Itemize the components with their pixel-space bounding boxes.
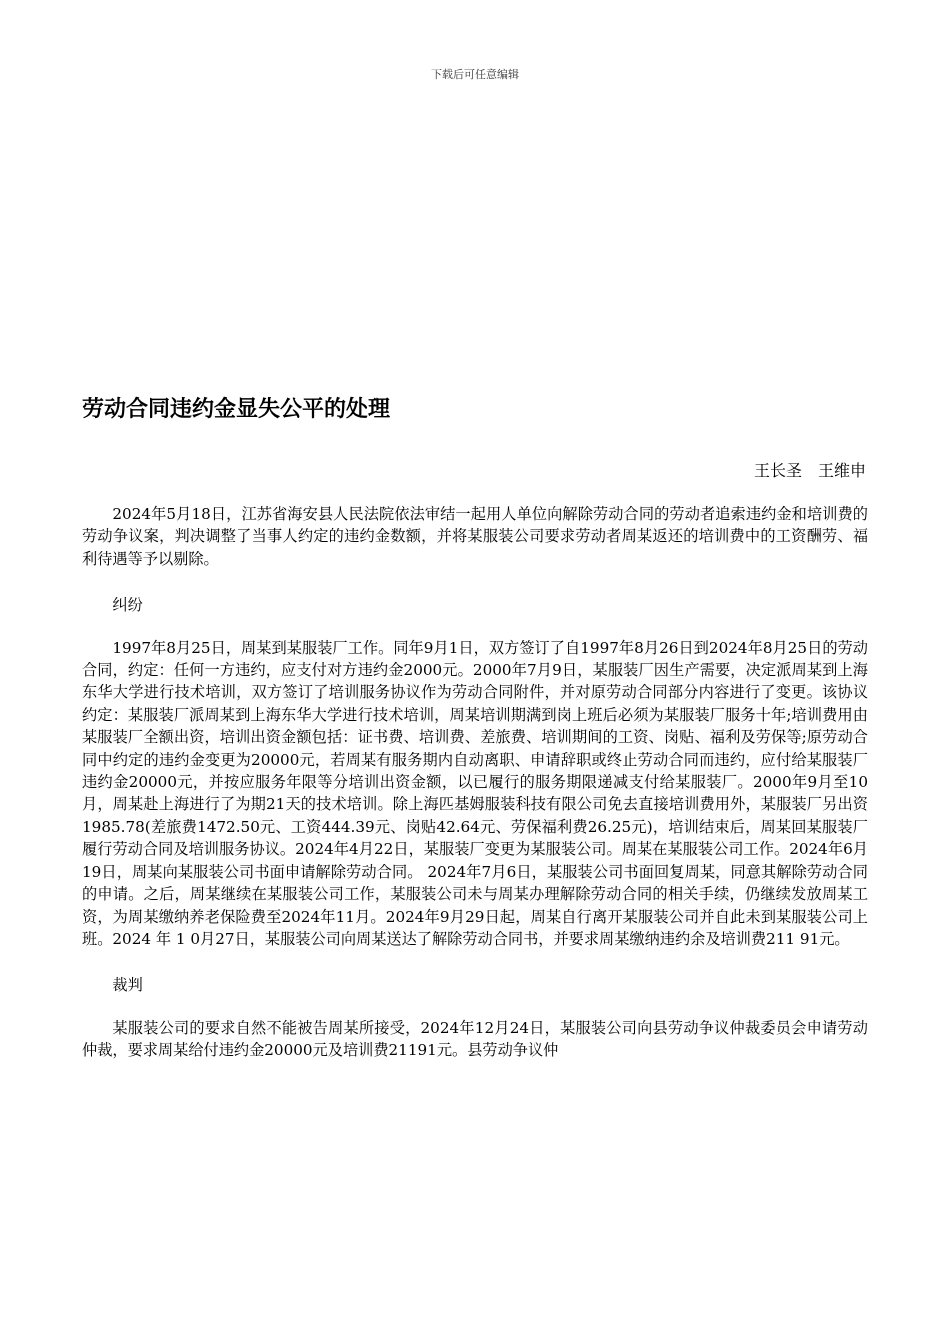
section-heading-dispute: 纠纷 bbox=[112, 596, 143, 615]
judgment-paragraph: 某服装公司的要求自然不能被告周某所接受，2024年12月24日，某服装公司向县劳动争议仲裁委员会申请劳动仲裁，要求周某给付违约金20000元及培训费21191元。县劳动争议仲 bbox=[82, 1018, 868, 1060]
section-heading-judgment: 裁判 bbox=[112, 976, 143, 995]
dispute-paragraph: 1997年8月25日，周某到某服装厂工作。同年9月1日，双方签订了自1997年8月26日到2024年8月25日的劳动合同，约定：任何一方违约，应支付对方违约金2000元。2000年7月9日，某服装厂因生产需要，决定派周某到上海东华大学进行技术培训，双方签订了培训服务协议作为劳动合同附件，并对原劳动合同部分内容进行了变更。该协议约定：某服装厂派周某到上海东华大学进行技术培训，周某培训期满到岗上班后必须为某服装厂服务十年;培训费用由某服装厂全额出资，培训出资金额包括：证书费、培训费、差旅费、培训期间的工资、岗贴、福利及劳保等;原劳动合同中约定的违约金变更为20000元，若周某有服务期内自动离职、申请辞职或终止劳动合同而违约，应付给某服装厂违约金20000元，并按应服务年限等分培训出资金额，以已履行的服务期限递减支付给某服装厂。2000年9月至10月，周某赴上海进行了为期21天的技术培训。除上海匹基姆服装科技有限公司免去直接培训费用外，某服装厂另出资 1985.78(差旅费1472.50元、工资444.39元、岗贴42.64元、劳保福利费26.25元)，培训结束后，周某回某服装厂履行劳动合同及培训服务协议。2024年4月22日，某服装厂变更为某服装公司。周某在某服装公司工作。2024年6月19日，周某向某服装公司书面申请解除劳动合同。 2024年7月6日，某服装公司书面回复周某，同意其解除劳动合同的申请。之后，周某继续在某服装公司工作，某服装公司未与周某办理解除劳动合同的相关手续，仍继续发放周某工资，为周某缴纳养老保险费至2024年11月。2024年9月29日起，周某自行离开某服装公司并自此未到某服装公司上班。2024 年 1 0月27日，某服装公司向周某送达了解除劳动合同书，并要求周某缴纳违约余及培训费211 91元。 bbox=[82, 638, 868, 948]
article-title: 劳动合同违约金显失公平的处理 bbox=[82, 397, 391, 422]
header-note: 下载后可任意编辑 bbox=[431, 68, 519, 81]
intro-paragraph: 2024年5月18日，江苏省海安县人民法院依法审结一起用人单位向解除劳动合同的劳动者追索违约金和培训费的劳动争议案，判决调整了当事人约定的违约金数额，并将某服装公司要求劳动者周某返还的培训费中的工资酬劳、福利待遇等予以剔除。 bbox=[82, 505, 868, 568]
article-body bbox=[82, 503, 868, 1086]
article-authors: 王长圣 王维申 bbox=[753, 461, 866, 480]
